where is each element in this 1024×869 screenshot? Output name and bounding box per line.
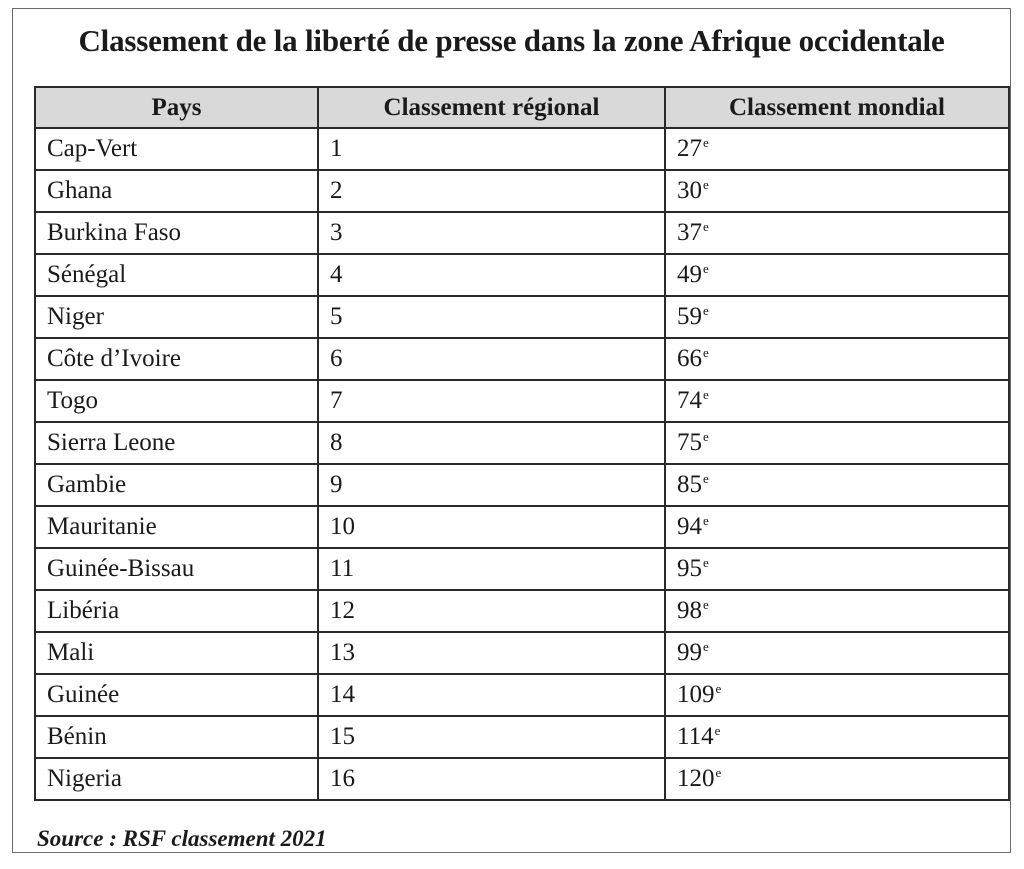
table-row	[35, 422, 1009, 464]
table-row	[35, 380, 1009, 422]
table-row	[35, 632, 1009, 674]
cell-classement-regional: 2	[318, 170, 665, 212]
column-header-regional: Classement régional	[318, 87, 665, 128]
cell-classement-regional: 7	[318, 380, 665, 422]
ordinal-suffix: e	[703, 513, 709, 528]
cell-pays: Sierra Leone	[35, 422, 318, 464]
cell-pays: Guinée	[35, 674, 318, 716]
cell-classement-mondial	[665, 674, 1009, 716]
table-row	[35, 170, 1009, 212]
cell-pays: Mauritanie	[35, 506, 318, 548]
cell-classement-regional: 12	[318, 590, 665, 632]
cell-pays: Sénégal	[35, 254, 318, 296]
column-header-mondial: Classement mondial	[665, 87, 1009, 128]
rank-number: 114	[677, 723, 714, 750]
table-row	[35, 716, 1009, 758]
rank-number: 85	[677, 471, 702, 498]
page-title: Classement de la liberté de presse dans la zone Afrique occidentale	[78, 23, 945, 58]
table-row	[35, 128, 1009, 170]
ordinal-suffix: e	[703, 219, 709, 234]
ordinal-suffix: e	[703, 135, 709, 150]
cell-pays: Guinée-Bissau	[35, 548, 318, 590]
table-row	[35, 254, 1009, 296]
rank-number: 66	[677, 345, 702, 372]
cell-classement-regional: 10	[318, 506, 665, 548]
table-row	[35, 506, 1009, 548]
cell-pays: Gambie	[35, 464, 318, 506]
cell-classement-mondial	[665, 170, 1009, 212]
cell-pays: Côte d’Ivoire	[35, 338, 318, 380]
rank-number: 49	[677, 261, 702, 288]
cell-pays: Ghana	[35, 170, 318, 212]
rank-number: 94	[677, 513, 702, 540]
table-header-row	[35, 87, 1009, 128]
ordinal-suffix: e	[703, 177, 709, 192]
cell-classement-regional: 11	[318, 548, 665, 590]
ordinal-suffix: e	[715, 681, 722, 696]
cell-classement-mondial	[665, 422, 1009, 464]
rank-number: 75	[677, 429, 702, 456]
cell-classement-mondial	[665, 296, 1009, 338]
table-row	[35, 590, 1009, 632]
rank-number: 74	[677, 387, 702, 414]
table-row	[35, 212, 1009, 254]
cell-classement-regional: 1	[318, 128, 665, 170]
cell-classement-mondial	[665, 212, 1009, 254]
rank-number: 98	[677, 597, 702, 624]
rank-number: 95	[677, 555, 702, 582]
table-row	[35, 674, 1009, 716]
cell-classement-regional: 15	[318, 716, 665, 758]
cell-classement-regional: 4	[318, 254, 665, 296]
cell-classement-mondial	[665, 506, 1009, 548]
rank-number: 30	[677, 177, 702, 204]
ordinal-suffix: e	[715, 765, 722, 780]
cell-pays: Togo	[35, 380, 318, 422]
cell-pays: Nigeria	[35, 758, 318, 800]
table-row	[35, 296, 1009, 338]
ordinal-suffix: e	[703, 429, 709, 444]
cell-classement-mondial	[665, 758, 1009, 800]
cell-classement-mondial	[665, 632, 1009, 674]
ordinal-suffix: e	[703, 597, 709, 612]
table-row	[35, 758, 1009, 800]
cell-pays: Cap-Vert	[35, 128, 318, 170]
rank-number: 109	[677, 681, 715, 708]
ordinal-suffix: e	[703, 303, 709, 318]
cell-classement-mondial	[665, 380, 1009, 422]
press-freedom-table	[34, 86, 1010, 801]
cell-classement-mondial	[665, 128, 1009, 170]
cell-classement-mondial	[665, 716, 1009, 758]
table-row	[35, 464, 1009, 506]
rank-number: 27	[677, 135, 702, 162]
table-row	[35, 548, 1009, 590]
cell-pays: Bénin	[35, 716, 318, 758]
cell-classement-regional: 5	[318, 296, 665, 338]
cell-classement-mondial	[665, 590, 1009, 632]
rank-number: 59	[677, 303, 702, 330]
table-body	[35, 128, 1009, 800]
ordinal-suffix: e	[703, 261, 709, 276]
rank-number: 99	[677, 639, 702, 666]
ordinal-suffix: e	[703, 387, 709, 402]
source-note: Source : RSF classement 2021	[37, 826, 327, 851]
cell-classement-regional: 13	[318, 632, 665, 674]
cell-classement-mondial	[665, 548, 1009, 590]
cell-pays: Libéria	[35, 590, 318, 632]
cell-classement-mondial	[665, 338, 1009, 380]
cell-classement-regional: 14	[318, 674, 665, 716]
rank-number: 120	[677, 765, 715, 792]
ordinal-suffix: e	[714, 723, 721, 738]
rank-number: 37	[677, 219, 702, 246]
ordinal-suffix: e	[703, 639, 709, 654]
cell-classement-mondial	[665, 464, 1009, 506]
cell-classement-regional: 3	[318, 212, 665, 254]
cell-classement-regional: 8	[318, 422, 665, 464]
cell-pays: Mali	[35, 632, 318, 674]
table-row	[35, 338, 1009, 380]
cell-pays: Burkina Faso	[35, 212, 318, 254]
column-header-pays: Pays	[35, 87, 318, 128]
ordinal-suffix: e	[703, 345, 709, 360]
cell-pays: Niger	[35, 296, 318, 338]
cell-classement-regional: 9	[318, 464, 665, 506]
ordinal-suffix: e	[703, 471, 709, 486]
cell-classement-mondial	[665, 254, 1009, 296]
document-frame	[12, 8, 1011, 853]
cell-classement-regional: 16	[318, 758, 665, 800]
ordinal-suffix: e	[703, 555, 709, 570]
cell-classement-regional: 6	[318, 338, 665, 380]
